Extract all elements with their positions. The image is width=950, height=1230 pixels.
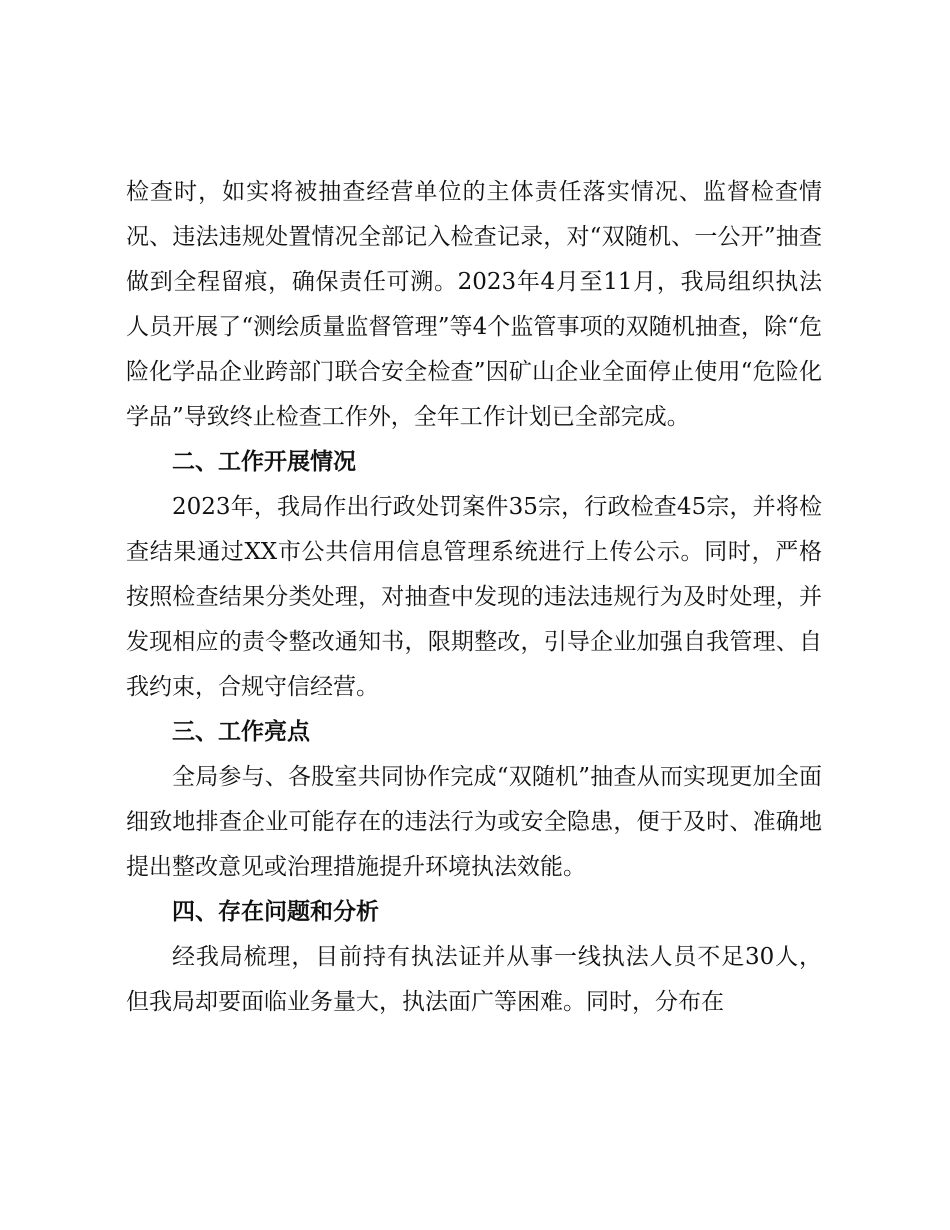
section-heading-highlights: 三、工作亮点 — [172, 719, 310, 745]
paragraph-problems: 经我局梳理，目前持有执法证并从事一线执法人员不足30人，但我局却要面临业务量大，执法面广等困难。同时，分布在 — [126, 944, 822, 1015]
paragraph-highlights: 全局参与、各股室共同协作完成“双随机”抽查从而实现更加全面细致地排查企业可能存在的违法行为或安全隐患，便于及时、准确地提出整改意见或治理措施提升环境执法效能。 — [126, 764, 822, 880]
section-heading-problems: 四、存在问题和分析 — [172, 899, 379, 925]
paragraph-continuation: 检查时，如实将被抽查经营单位的主体责任落实情况、监督检查情况、违法违规处置情况全部记入检查记录，对“双随机、一公开”抽查做到全程留痕，确保责任可溯。2023年4月至11月，我局组织执法人员开展了“测绘质量监督管理”等4个监管事项的双随机抽查，除“危险化学品企业跨部门联合安全检查”因矿山企业全面停止使用“危险化学品”导致终止检查工作外，全年工作计划已全部完成。 — [126, 179, 822, 430]
document-body — [126, 170, 822, 1025]
section-heading-work-progress: 二、工作开展情况 — [172, 449, 356, 475]
paragraph-work-progress: 2023年，我局作出行政处罚案件35宗，行政检查45宗，并将检查结果通过XX市公共信用信息管理系统进行上传公示。同时，严格按照检查结果分类处理，对抽查中发现的违法违规行为及时处理，并发现相应的责令整改通知书，限期整改，引导企业加强自我管理、自我约束，合规守信经营。 — [126, 494, 822, 700]
